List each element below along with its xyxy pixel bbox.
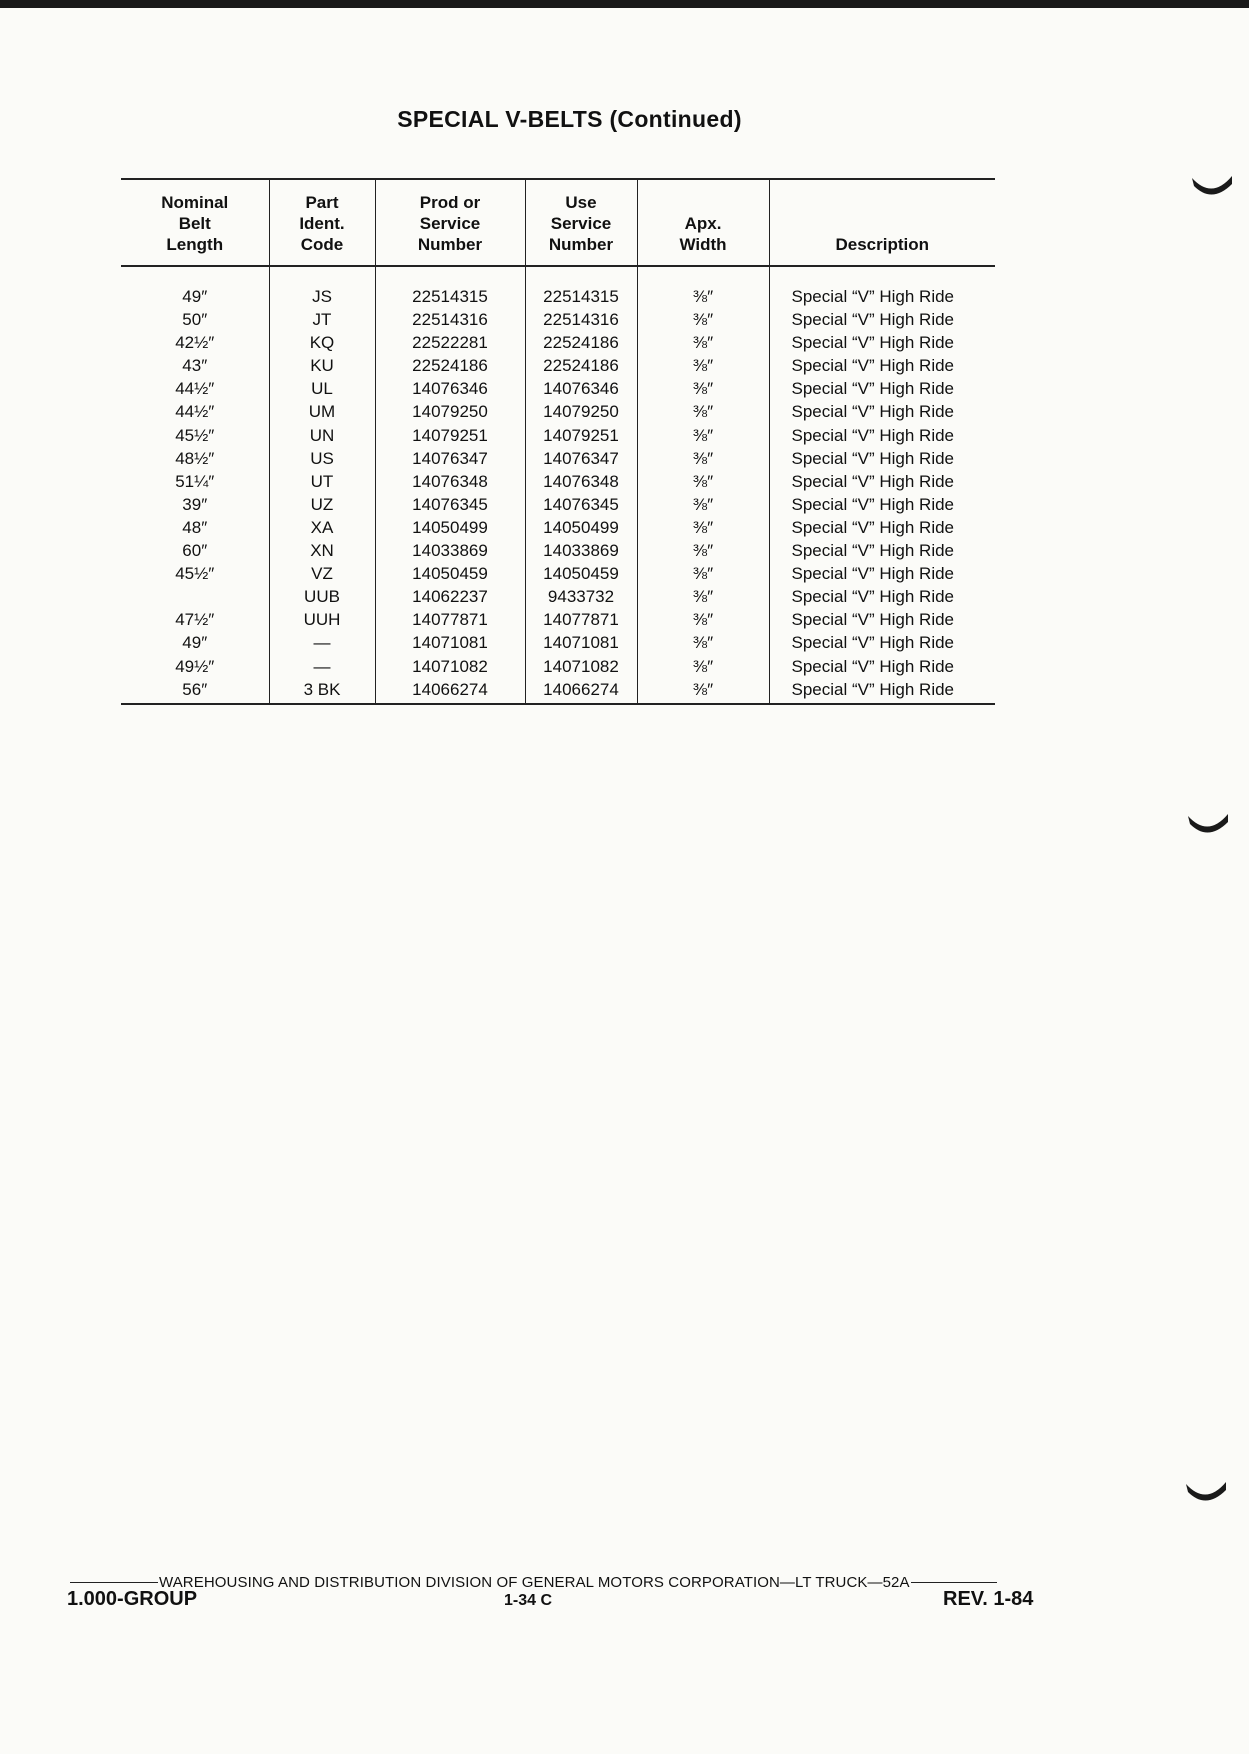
use-service-number-cell: 14076347 [525, 447, 637, 470]
belt-length-cell: 43″ [182, 356, 208, 376]
table-row [121, 331, 995, 354]
prod-service-number-cell: 14071082 [375, 655, 525, 678]
header-use-service-number: Use Service Number [525, 179, 637, 266]
description-cell: Special “V” High Ride [769, 631, 995, 654]
width-cell: ⅜″ [637, 470, 769, 493]
width-cell: ⅜″ [637, 516, 769, 539]
table-row [121, 585, 995, 608]
belt-length-cell: 48½″ [175, 448, 215, 468]
width-cell: ⅜″ [637, 447, 769, 470]
part-code-cell: 3 BK [269, 678, 375, 704]
table-row [121, 354, 995, 377]
description-cell: Special “V” High Ride [769, 331, 995, 354]
part-code-cell: UUH [269, 608, 375, 631]
description-cell: Special “V” High Ride [769, 447, 995, 470]
belt-length-cell [121, 585, 269, 608]
description-cell: Special “V” High Ride [769, 354, 995, 377]
prod-service-number-cell: 22524186 [375, 354, 525, 377]
part-code-cell: UN [269, 424, 375, 447]
prod-service-number-cell: 14076346 [375, 377, 525, 400]
table-row [121, 678, 995, 704]
description-cell: Special “V” High Ride [769, 377, 995, 400]
prod-service-number-cell: 22522281 [375, 331, 525, 354]
table-row [121, 266, 995, 308]
prod-service-number-cell: 22514316 [375, 308, 525, 331]
use-service-number-cell: 14071081 [525, 631, 637, 654]
width-cell: ⅜″ [637, 400, 769, 423]
table-body [121, 266, 995, 704]
table-header-row [121, 179, 995, 266]
use-service-number-cell: 22524186 [525, 331, 637, 354]
width-cell: ⅜″ [637, 354, 769, 377]
part-code-cell: VZ [269, 562, 375, 585]
binder-clip-icon [1186, 812, 1230, 836]
header-apx-width: Apx. Width [637, 179, 769, 266]
use-service-number-cell: 14079250 [525, 400, 637, 423]
description-cell: Special “V” High Ride [769, 470, 995, 493]
use-service-number-cell: 14033869 [525, 539, 637, 562]
prod-service-number-cell: 14066274 [375, 678, 525, 704]
width-cell: ⅜″ [637, 655, 769, 678]
width-cell: ⅜″ [637, 585, 769, 608]
use-service-number-cell: 14076345 [525, 493, 637, 516]
belt-length-cell: 42½″ [175, 333, 215, 353]
table-row [121, 377, 995, 400]
belt-length-cell: 45½″ [175, 425, 215, 445]
width-cell: ⅜″ [637, 539, 769, 562]
width-cell: ⅜″ [637, 562, 769, 585]
header-part-ident-code: Part Ident. Code [269, 179, 375, 266]
footer-rule-left [70, 1582, 158, 1584]
footer-rule-right [911, 1582, 997, 1584]
prod-service-number-cell: 14077871 [375, 608, 525, 631]
width-cell: ⅜″ [637, 266, 769, 308]
description-cell: Special “V” High Ride [769, 266, 995, 308]
table-row [121, 562, 995, 585]
table-row [121, 308, 995, 331]
table-row [121, 400, 995, 423]
belt-length-cell: 47½″ [175, 610, 215, 630]
header-prod-or-service-number: Prod or Service Number [375, 179, 525, 266]
binder-clip-icon [1184, 1480, 1228, 1504]
header-nominal-belt-length: Nominal Belt Length [121, 179, 269, 266]
description-cell: Special “V” High Ride [769, 678, 995, 704]
part-code-cell: JT [269, 308, 375, 331]
part-code-cell: UT [269, 470, 375, 493]
description-cell: Special “V” High Ride [769, 516, 995, 539]
use-service-number-cell: 14066274 [525, 678, 637, 704]
use-service-number-cell: 14071082 [525, 655, 637, 678]
use-service-number-cell: 14077871 [525, 608, 637, 631]
prod-service-number-cell: 14079251 [375, 424, 525, 447]
page-title: SPECIAL V-BELTS (Continued) [397, 106, 742, 132]
description-cell: Special “V” High Ride [769, 655, 995, 678]
use-service-number-cell: 14076348 [525, 470, 637, 493]
description-cell: Special “V” High Ride [769, 608, 995, 631]
belt-length-cell: 44½″ [175, 402, 215, 422]
part-code-cell: US [269, 447, 375, 470]
part-code-cell: UM [269, 400, 375, 423]
belt-length-cell: 45½″ [175, 564, 215, 584]
belt-length-cell: 56″ [121, 678, 269, 704]
belt-length-cell: 44½″ [175, 379, 215, 399]
use-service-number-cell: 14050499 [525, 516, 637, 539]
prod-service-number-cell: 14050499 [375, 516, 525, 539]
part-code-cell: — [269, 655, 375, 678]
width-cell: ⅜″ [637, 308, 769, 331]
belt-length-cell: 39″ [182, 494, 208, 514]
use-service-number-cell: 22524186 [525, 354, 637, 377]
table-row [121, 539, 995, 562]
footer-revision: REV. 1-84 [943, 1588, 1034, 1610]
part-code-cell: KU [269, 354, 375, 377]
part-code-cell: JS [269, 266, 375, 308]
belt-length-cell: 49″ [182, 633, 208, 653]
belt-length-cell: 48″ [182, 517, 208, 537]
description-cell: Special “V” High Ride [769, 539, 995, 562]
prod-service-number-cell: 14076347 [375, 447, 525, 470]
prod-service-number-cell: 14079250 [375, 400, 525, 423]
width-cell: ⅜″ [637, 493, 769, 516]
belt-length-cell: 50″ [182, 310, 208, 330]
description-cell: Special “V” High Ride [769, 585, 995, 608]
prod-service-number-cell: 14033869 [375, 539, 525, 562]
width-cell: ⅜″ [637, 331, 769, 354]
part-code-cell: XN [269, 539, 375, 562]
use-service-number-cell: 9433732 [525, 585, 637, 608]
part-code-cell: KQ [269, 331, 375, 354]
description-cell: Special “V” High Ride [769, 493, 995, 516]
width-cell: ⅜″ [637, 631, 769, 654]
description-cell: Special “V” High Ride [769, 562, 995, 585]
belt-length-cell: 60″ [182, 541, 208, 561]
part-code-cell: XA [269, 516, 375, 539]
prod-service-number-cell: 14062237 [375, 585, 525, 608]
prod-service-number-cell: 14071081 [375, 631, 525, 654]
width-cell: ⅜″ [637, 424, 769, 447]
footer-division-text: WAREHOUSING AND DISTRIBUTION DIVISION OF GENERAL MOTORS CORPORATION—LT TRUCK—52A [159, 1574, 910, 1591]
belt-length-cell: 49″ [182, 287, 208, 306]
belt-length-cell: 51¼″ [175, 471, 215, 491]
part-code-cell: UL [269, 377, 375, 400]
part-code-cell: UUB [269, 585, 375, 608]
footer-group-label: 1.000-GROUP [67, 1588, 198, 1610]
description-cell: Special “V” High Ride [769, 308, 995, 331]
table-row [121, 470, 995, 493]
part-code-cell: — [269, 631, 375, 654]
table-row [121, 424, 995, 447]
header-description: Description [769, 179, 995, 266]
belt-table-container [121, 178, 995, 705]
footer-page-number: 1-34 C [504, 1592, 553, 1609]
belt-length-cell: 49½″ [175, 656, 215, 676]
table-row [121, 608, 995, 631]
use-service-number-cell: 22514315 [525, 266, 637, 308]
use-service-number-cell: 14050459 [525, 562, 637, 585]
binder-clip-icon [1190, 174, 1234, 198]
top-rule [0, 0, 1249, 8]
width-cell: ⅜″ [637, 377, 769, 400]
prod-service-number-cell: 14076345 [375, 493, 525, 516]
width-cell: ⅜″ [637, 678, 769, 704]
part-code-cell: UZ [269, 493, 375, 516]
table-row [121, 516, 995, 539]
prod-service-number-cell: 22514315 [375, 266, 525, 308]
use-service-number-cell: 14076346 [525, 377, 637, 400]
prod-service-number-cell: 14050459 [375, 562, 525, 585]
table-row [121, 655, 995, 678]
description-cell: Special “V” High Ride [769, 400, 995, 423]
table-row [121, 631, 995, 654]
use-service-number-cell: 14079251 [525, 424, 637, 447]
use-service-number-cell: 22514316 [525, 308, 637, 331]
footer-division-line [70, 1574, 1040, 1591]
prod-service-number-cell: 14076348 [375, 470, 525, 493]
table-row [121, 447, 995, 470]
table-row [121, 493, 995, 516]
belt-table [121, 178, 995, 705]
description-cell: Special “V” High Ride [769, 424, 995, 447]
width-cell: ⅜″ [637, 608, 769, 631]
